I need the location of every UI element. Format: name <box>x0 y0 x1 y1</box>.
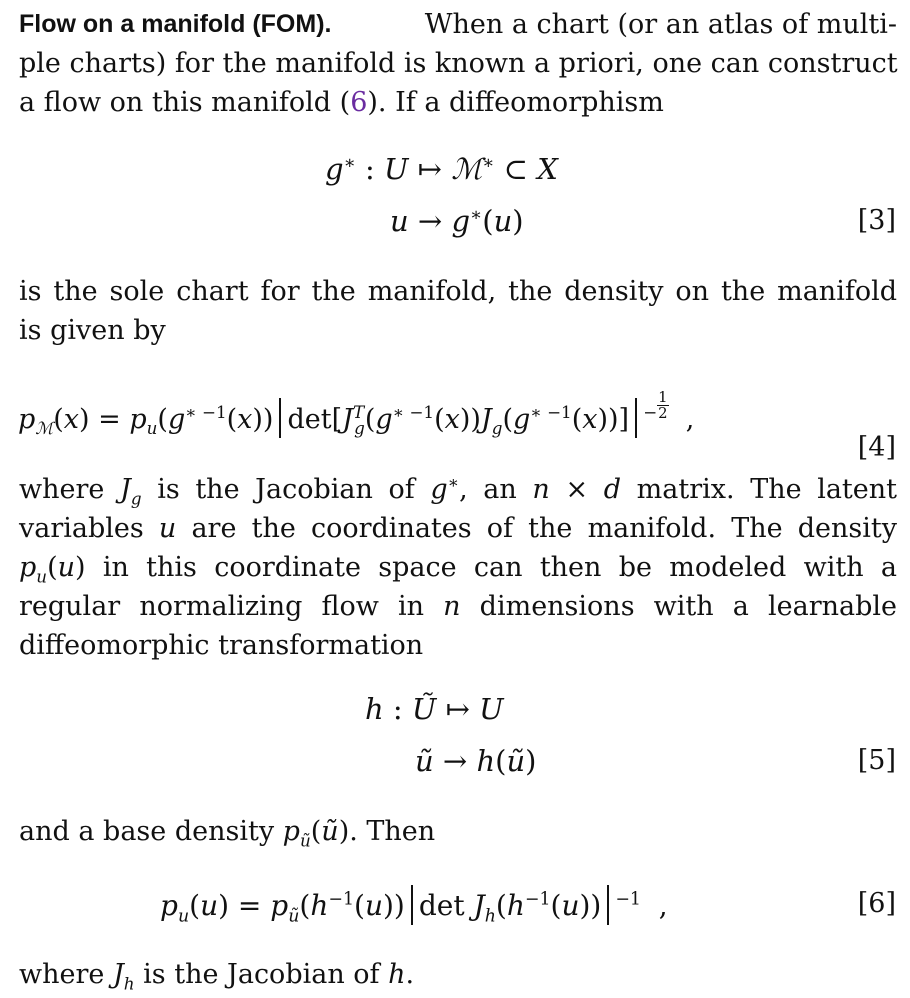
equation-5-line1: h : Ũ ↦ U <box>365 692 504 726</box>
citation-link[interactable]: 6 <box>350 87 368 118</box>
equation-3-line2: u → g∗(u) <box>390 204 524 238</box>
text-line: regular normalizing flow in n dimensions with a learnable <box>19 591 898 622</box>
equation-4: $p_ℳ(x) = p_u(g^{∗ -1}(x))$ $\det[J^T_g(g^{∗ -1}(x))J_g(g^{∗ -1}(x))]$ − $\frac{1}{2}$ , <box>18 388 695 439</box>
text-span: ). If a diffeomorphism <box>367 87 664 118</box>
text-line: ple charts) for the manifold is known a priori, one can construct <box>19 48 898 79</box>
text-line: variables u are the coordinates of the manifold. The density <box>19 513 897 544</box>
text-line: where $J_h$ is the Jacobian of h. <box>19 959 415 994</box>
text-line: diffeomorphic transformation <box>19 630 424 661</box>
equation-number: [3] <box>857 205 896 236</box>
equation-6: $p_u(u) = p_ũ(h^{-1}(u))$ $\det J_h(h^{-1}(u))$ $^{-1}$ , <box>160 885 668 925</box>
equation-number: [4] <box>857 432 896 463</box>
section-heading: Flow on a manifold (FOM). <box>19 10 332 38</box>
text-span: When a chart (or an atlas of multi- <box>424 9 897 40</box>
text-line: is the sole chart for the manifold, the density on the manifold <box>19 276 897 307</box>
text-line <box>19 83 664 122</box>
equation-3-line1: g∗ : U ↦ ℳ∗ ⊂ X <box>325 152 558 186</box>
equation-5-line2: ũ → h(ũ) <box>415 744 537 778</box>
equation-number: [6] <box>857 888 896 919</box>
text-line: and a base density $p_ũ(ũ)$. Then <box>19 816 436 851</box>
text-span: a flow on this manifold ( <box>19 87 351 118</box>
equation-number: [5] <box>857 745 896 776</box>
text-line: $p_u(u)$ in this coordinate space can then be modeled with a <box>19 552 897 587</box>
text-line <box>19 5 897 44</box>
text-line: where $J_g$ is the Jacobian of g∗, an n × d matrix. The latent <box>19 472 898 509</box>
text-line: is given by <box>19 315 166 346</box>
